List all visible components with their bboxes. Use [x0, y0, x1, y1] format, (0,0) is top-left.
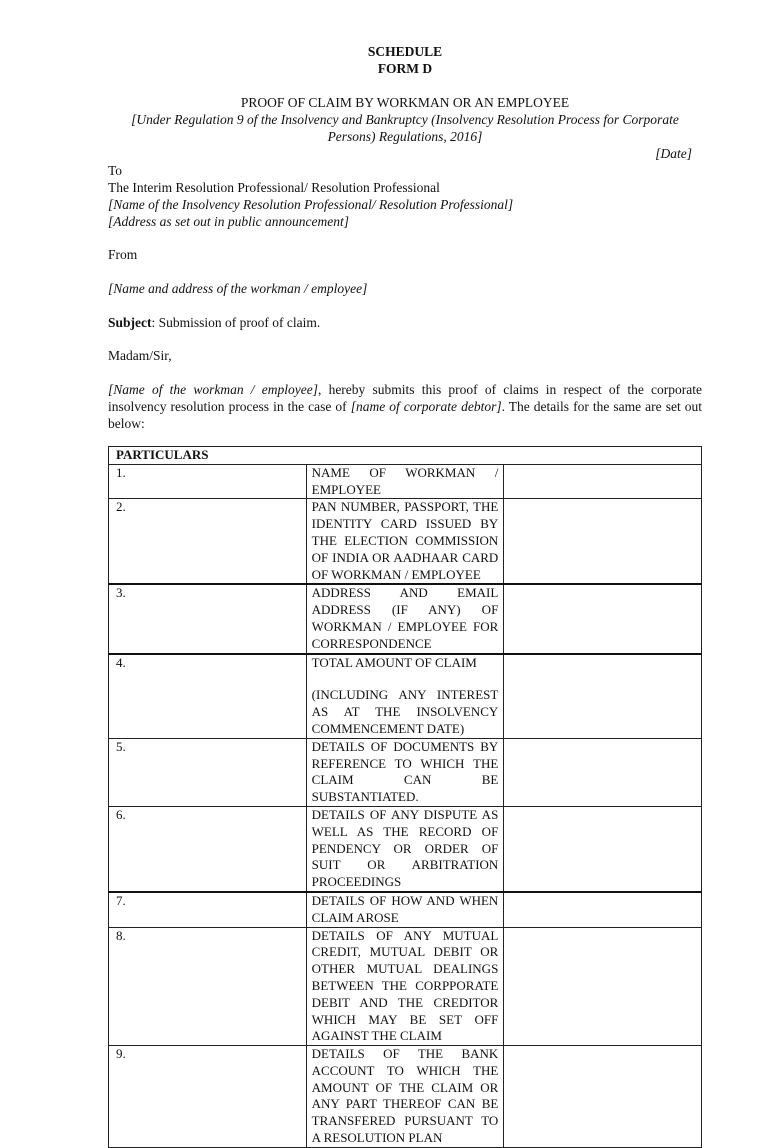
- row-description-main: TOTAL AMOUNT OF CLAIM: [311, 654, 477, 670]
- row-number: 2.: [109, 499, 307, 584]
- table-row: [109, 584, 702, 653]
- subject-label: Subject: [108, 315, 152, 330]
- row-value-cell[interactable]: [504, 892, 702, 927]
- corporate-debtor-placeholder: [name of corporate debtor]: [350, 399, 502, 414]
- workman-name-placeholder: [Name of the workman / employee]: [108, 382, 318, 397]
- row-value-cell[interactable]: [504, 584, 702, 653]
- row-description: DETAILS OF HOW AND WHEN CLAIM AROSE: [306, 892, 504, 927]
- row-number: 4.: [109, 654, 307, 739]
- row-number: 6.: [109, 806, 307, 891]
- body-text-2: . The details for the same are set out below:: [108, 399, 702, 431]
- row-description: DETAILS OF ANY DISPUTE AS WELL AS THE RECORD OF PENDENCY OR ORDER OF SUIT OR ARBITRATION PROCEEDINGS: [306, 806, 504, 891]
- row-description: NAME OF WORKMAN / EMPLOYEE: [306, 464, 504, 499]
- sender-placeholder: [Name and address of the workman / employee]: [108, 281, 368, 296]
- document-title: PROOF OF CLAIM BY WORKMAN OR AN EMPLOYEE: [240, 95, 570, 110]
- table-row: [109, 738, 702, 806]
- table-row: [109, 499, 702, 584]
- subject-text: : Submission of proof of claim.: [151, 315, 321, 330]
- subject-line: [108, 314, 320, 331]
- row-number: 9.: [109, 1046, 307, 1148]
- claim-particulars-table: [108, 446, 702, 1148]
- body-text-1: , hereby submits this proof of claims in respect of the corporate insolvency resolution process in the case of: [108, 382, 702, 414]
- regulation-line-1: [Under Regulation 9 of the Insolvency and Bankruptcy (Insolvency Resolution Process for Corporate: [131, 112, 679, 127]
- row-value-cell[interactable]: [504, 654, 702, 739]
- recipient-address-placeholder: [Address as set out in public announcement]: [108, 214, 349, 229]
- row-description: PAN NUMBER, PASSPORT, THE IDENTITY CARD ISSUED BY THE ELECTION COMMISSION OF INDIA OR AADHAAR CARD OF WORKMAN / EMPLOYEE: [306, 499, 504, 584]
- table-heading-row: [109, 447, 702, 465]
- row-value-cell[interactable]: [504, 738, 702, 806]
- table-row: [109, 806, 702, 891]
- table-row: [109, 892, 702, 927]
- schedule-heading: SCHEDULE: [367, 44, 443, 59]
- row-description: DETAILS OF ANY MUTUAL CREDIT, MUTUAL DEBIT OR OTHER MUTUAL DEALINGS BETWEEN THE CORPPORATE DEBIT AND THE CREDITOR WHICH MAY BE SET OFF AGAINST THE CLAIM: [306, 927, 504, 1046]
- row-description: ADDRESS AND EMAIL ADDRESS (IF ANY) OF WORKMAN / EMPLOYEE FOR CORRESPONDENCE: [306, 584, 504, 653]
- row-number: 7.: [109, 892, 307, 927]
- row-value-cell[interactable]: [504, 927, 702, 1046]
- row-value-cell[interactable]: [504, 464, 702, 499]
- table-row: [109, 654, 702, 739]
- to-label: To: [108, 163, 123, 178]
- table-heading: PARTICULARS: [109, 447, 702, 465]
- date-placeholder: [Date]: [655, 146, 692, 161]
- form-heading: FORM D: [377, 61, 433, 76]
- row-value-cell[interactable]: [504, 499, 702, 584]
- recipient-title: The Interim Resolution Professional/ Resolution Professional: [108, 180, 440, 195]
- row-description-note: (INCLUDING ANY INTEREST AS AT THE INSOLVENCY COMMENCEMENT DATE): [311, 687, 499, 736]
- table-row: [109, 464, 702, 499]
- recipient-name-placeholder: [Name of the Insolvency Resolution Professional/ Resolution Professional]: [108, 197, 514, 212]
- row-value-cell[interactable]: [504, 1046, 702, 1148]
- row-description: DETAILS OF THE BANK ACCOUNT TO WHICH THE AMOUNT OF THE CLAIM OR ANY PART THEREOF CAN BE TRANSFERED PURSUANT TO A RESOLUTION PLAN: [306, 1046, 504, 1148]
- from-label: From: [108, 247, 138, 262]
- row-description: DETAILS OF DOCUMENTS BY REFERENCE TO WHICH THE CLAIM CAN BE SUBSTANTIATED.: [306, 738, 504, 806]
- row-number: 8.: [109, 927, 307, 1046]
- row-number: 5.: [109, 738, 307, 806]
- regulation-line-2: Persons) Regulations, 2016]: [327, 129, 483, 144]
- table-row: [109, 1046, 702, 1148]
- table-row: [109, 927, 702, 1046]
- row-description: [306, 654, 504, 739]
- row-number: 3.: [109, 584, 307, 653]
- row-number: 1.: [109, 464, 307, 499]
- row-value-cell[interactable]: [504, 806, 702, 891]
- salutation: Madam/Sir,: [108, 348, 172, 363]
- body-paragraph: [108, 381, 702, 432]
